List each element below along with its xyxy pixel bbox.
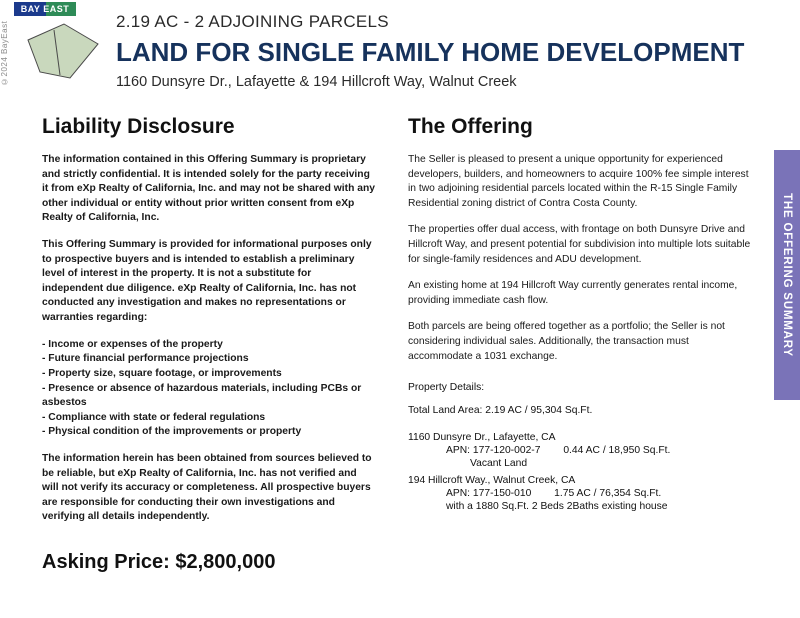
parcel-2-note: with a 1880 Sq.Ft. 2 Beds 2Baths existing house <box>446 501 668 513</box>
property-details-label: Property Details: <box>408 382 485 394</box>
parcel-1-note: Vacant Land <box>470 458 528 470</box>
offering-paragraph-3: An existing home at 194 Hillcroft Way currently generates rental income, providing immediate cash flow. <box>408 280 738 306</box>
header-acreage-line: 2.19 AC - 2 ADJOINING PARCELS <box>116 12 389 31</box>
total-land-area: Total Land Area: 2.19 AC / 95,304 Sq.Ft. <box>408 405 593 417</box>
list-item: - Presence or absence of hazardous materials, including PCBs or asbestos <box>42 382 362 409</box>
bay-east-logo: BAY EAST <box>14 2 76 16</box>
side-tab-label: THE OFFERING SUMMARY <box>781 193 793 357</box>
header-text-block <box>116 12 744 90</box>
offering-summary-side-tab <box>774 150 800 400</box>
header-address-line: 1160 Dunsyre Dr., Lafayette & 194 Hillcroft Way, Walnut Creek <box>116 74 517 90</box>
parcel-2-address: 194 Hillcroft Way., Walnut Creek, CA <box>408 475 576 487</box>
list-item: - Future financial performance projections <box>42 353 249 365</box>
offering-paragraph-1: The Seller is pleased to present a unique opportunity for experienced developers, builders, and homeowners to acquire 100% fee simple interest in two adjoining residential parcels located within the R-15 Single Family Residential zoning district of Contra Costa County. <box>408 154 749 209</box>
header-main-title: LAND FOR SINGLE FAMILY HOME DEVELOPMENT <box>116 37 745 67</box>
liability-closing-paragraph: The information herein has been obtained from sources believed to be reliable, but eXp Realty of California, Inc. has not verified and will not verify its accuracy or completeness. All prospective buyers are responsible for conducting their own investigations and verifying all details independently. <box>42 452 372 523</box>
liability-disclosure-column <box>42 115 375 574</box>
liability-bullet-list <box>42 338 375 440</box>
parcel-map-illustration <box>24 22 102 80</box>
the-offering-column <box>408 115 753 514</box>
list-item: - Compliance with state or federal regulations <box>42 411 266 423</box>
offering-paragraph-4: Both parcels are being offered together as a portfolio; the Seller is not considering individual sales. Additionally, the transaction must accommodate a 1031 exchange. <box>408 321 725 362</box>
liability-disclosure-title: Liability Disclosure <box>42 115 235 138</box>
asking-price: Asking Price: $2,800,000 <box>42 551 276 574</box>
liability-paragraph-2: This Offering Summary is provided for informational purposes only to prospective buyers and is intended to establish a preliminary level of interest in the property. It is not a substitute for independent due diligence. eXp Realty of California, Inc. has not conducted any investigation and makes no representations or warranties regarding: <box>42 239 372 324</box>
parcel-2-apn: APN: 177-150-010 1.75 AC / 76,354 Sq.Ft. <box>446 488 662 500</box>
liability-paragraph-1: The information contained in this Offering Summary is proprietary and strictly confidential. It is intended solely for the party receiving it from eXp Realty of California, Inc. and may not be shared with any other individual or entity without prior written consent from eXp Realty of California, Inc. <box>42 154 375 224</box>
list-item: - Physical condition of the improvements or property <box>42 426 302 438</box>
parcel-1-apn: APN: 177-120-002-7 0.44 AC / 18,950 Sq.Ft. <box>446 445 671 457</box>
copyright-watermark: ©2024 BayEast <box>0 20 9 86</box>
list-item: - Property size, square footage, or improvements <box>42 367 282 379</box>
list-item: - Income or expenses of the property <box>42 338 223 350</box>
document-header <box>0 0 800 92</box>
parcel-1-address: 1160 Dunsyre Dr., Lafayette, CA <box>408 432 556 444</box>
offering-paragraph-2: The properties offer dual access, with frontage on both Dunsyre Drive and Hillcroft Way, and present potential for subdivision into multiple lots suitable for single-family residences and ADU development. <box>408 224 751 265</box>
the-offering-title: The Offering <box>408 115 533 138</box>
